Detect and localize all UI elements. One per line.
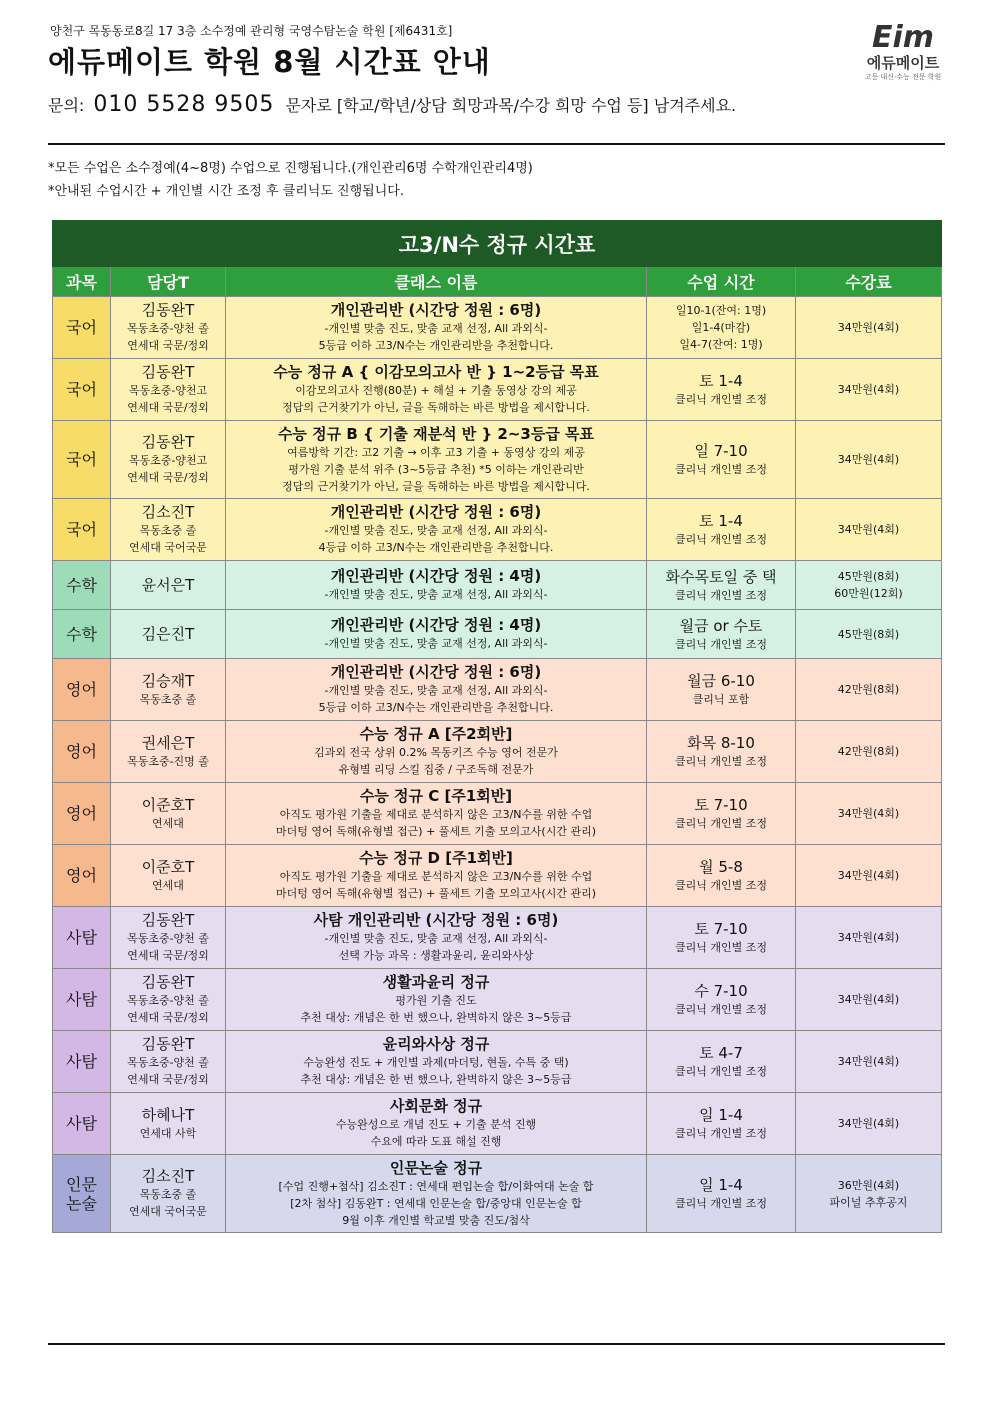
class-cell <box>226 969 647 1031</box>
class-description: 김과외 전국 상위 0.2% 목동키즈 수능 영어 전문가 <box>314 746 558 759</box>
subject-cell <box>53 1155 111 1233</box>
time-cell <box>647 721 796 783</box>
class-description: 수능완성 진도 + 개인별 과제(마더텅, 현돌, 수특 중 택) <box>303 1056 569 1069</box>
time-detail: 클리닉 개인별 조정 <box>674 588 767 602</box>
subject-cell <box>53 359 111 421</box>
fee-amount: 34만원(4회) <box>837 807 900 820</box>
contact-label: 문의: <box>48 96 85 115</box>
time-main: 토 4-7 <box>699 1044 743 1062</box>
fee-amount: 42만원(8회) <box>837 745 900 758</box>
fee-cell <box>796 1155 942 1233</box>
subject-cell <box>53 421 111 499</box>
class-title: 수능 정규 A { 이감모의고사 반 } 1~2등급 목표 <box>273 363 599 381</box>
class-description: 평가원 기출 분석 위주 (3~5등급 추천) *5 이하는 개인관리반 <box>288 462 584 476</box>
subject-cell <box>53 1031 111 1093</box>
teacher-credential: 목동초중-양천 졸 <box>127 932 209 945</box>
table-row <box>53 359 942 421</box>
fee-cell <box>796 907 942 969</box>
table-row <box>53 969 942 1031</box>
subject-label: 수학 <box>66 624 97 644</box>
subject-label: 영어 <box>66 742 97 761</box>
time-main: 화수목토일 중 택 <box>665 567 777 586</box>
class-cell <box>226 783 647 845</box>
fee-cell <box>796 359 942 421</box>
class-description: 마더텅 영어 독해(유형별 접근) + 풀세트 기출 모의고사(시간 관리) <box>275 887 596 900</box>
teacher-cell <box>111 1155 226 1233</box>
teacher-name: 김동완T <box>141 1035 195 1053</box>
logo-name: 에듀메이트 <box>866 54 940 72</box>
subject-label: 국어 <box>66 380 97 399</box>
subject-cell <box>53 907 111 969</box>
class-title: 개인관리반 (시간당 정원 : 4명) <box>330 616 542 634</box>
logo-mark: Eim <box>871 20 935 55</box>
teacher-credential: 연세대 사학 <box>139 1126 197 1140</box>
time-detail: 클리닉 개인별 조정 <box>674 463 767 476</box>
col-subject: 과목 <box>53 267 111 297</box>
fee-cell <box>796 721 942 783</box>
contact-phone: 010 5528 9505 <box>93 92 275 117</box>
class-description: 선택 가능 과목 : 생활과윤리, 윤리와사상 <box>338 949 534 962</box>
subject-cell <box>53 969 111 1031</box>
class-title: 사회문화 정규 <box>389 1097 483 1115</box>
fee-amount: 45만원(8회) <box>837 627 900 641</box>
teacher-name: 권세은T <box>141 733 195 752</box>
time-main: 수 7-10 <box>694 982 748 1000</box>
time-detail: 클리닉 개인별 조정 <box>674 1127 767 1140</box>
time-main: 토 7-10 <box>694 796 748 814</box>
table-row <box>53 721 942 783</box>
fee-amount: 34만원(4회) <box>837 869 900 882</box>
subject-cell <box>53 659 111 721</box>
time-cell <box>647 1093 796 1155</box>
teacher-cell <box>111 659 226 721</box>
fee-cell <box>796 845 942 907</box>
class-title: 개인관리반 (시간당 정원 : 6명) <box>330 301 542 319</box>
fee-amount: 60만원(12회) <box>834 587 903 600</box>
class-cell <box>226 1155 647 1233</box>
teacher-cell <box>111 561 226 610</box>
class-description: 정답의 근거찾기가 아닌, 글을 독해하는 바른 방법을 제시합니다. <box>282 401 590 414</box>
subject-label: 국어 <box>66 520 97 539</box>
teacher-credential: 연세대 국문/정외 <box>127 949 209 962</box>
class-title: 생활과윤리 정규 <box>382 973 490 991</box>
fee-amount: 34만원(4회) <box>837 931 900 944</box>
class-title: 사탐 개인관리반 (시간당 정원 : 6명) <box>313 911 559 929</box>
teacher-credential: 연세대 국어국문 <box>129 1205 207 1218</box>
time-detail: 클리닉 개인별 조정 <box>674 637 767 651</box>
time-main: 월금 or 수토 <box>679 616 763 635</box>
time-detail: 클리닉 개인별 조정 <box>674 1065 767 1078</box>
teacher-name: 김동완T <box>141 301 195 319</box>
time-cell <box>647 1031 796 1093</box>
fee-amount: 34만원(4회) <box>837 523 900 536</box>
fee-cell <box>796 561 942 610</box>
class-title: 개인관리반 (시간당 정원 : 6명) <box>330 663 542 681</box>
teacher-credential: 연세대 국문/정외 <box>127 339 209 352</box>
table-row <box>53 561 942 610</box>
teacher-name: 김소진T <box>141 503 195 521</box>
teacher-cell <box>111 610 226 659</box>
class-cell <box>226 561 647 610</box>
class-description: 여름방학 기간: 고2 기출 → 이후 고3 기출 + 동영상 강의 제공 <box>287 445 585 459</box>
subject-label: 사탐 <box>66 928 97 947</box>
teacher-cell <box>111 721 226 783</box>
subject-label: 영어 <box>66 680 97 699</box>
fee-cell <box>796 499 942 561</box>
table-row <box>53 421 942 499</box>
class-description: 아직도 평가원 기출을 제대로 분석하지 않은 고3/N수를 위한 수업 <box>279 870 593 883</box>
fee-amount: 34만원(4회) <box>837 453 900 466</box>
time-detail: 일10-1(잔여: 1명) <box>675 304 767 317</box>
col-teacher: 담당T <box>111 267 226 297</box>
fee-amount: 34만원(4회) <box>837 383 900 396</box>
class-description: -개인별 맞춤 진도, 맞춤 교재 선정, All 과외식- <box>324 684 548 697</box>
teacher-name: 김동완T <box>141 911 195 929</box>
fee-amount: 36만원(4회) <box>837 1178 900 1192</box>
class-title: 수능 정규 C [주1회반] <box>359 787 513 805</box>
teacher-credential: 목동초중-양천고 <box>128 384 208 397</box>
fee-amount: 파이널 추후공지 <box>829 1195 908 1209</box>
fee-amount: 34만원(4회) <box>837 1117 900 1130</box>
col-fee: 수강료 <box>796 267 942 297</box>
teacher-name: 김승재T <box>141 671 195 690</box>
fee-amount: 45만원(8회) <box>837 570 900 583</box>
time-detail: 일4-7(잔여: 1명) <box>679 338 763 351</box>
bottom-divider <box>48 1343 945 1345</box>
teacher-name: 김은진T <box>141 624 195 643</box>
class-cell <box>226 610 647 659</box>
fee-amount: 34만원(4회) <box>837 993 900 1006</box>
table-row <box>53 659 942 721</box>
class-description: 수능완성으로 개념 진도 + 기출 분석 진행 <box>335 1118 537 1131</box>
teacher-credential: 연세대 국문/정외 <box>127 1073 209 1086</box>
fee-cell <box>796 1093 942 1155</box>
teacher-cell <box>111 421 226 499</box>
subject-cell <box>53 297 111 359</box>
teacher-cell <box>111 783 226 845</box>
time-detail: 클리닉 개인별 조정 <box>674 393 767 406</box>
class-title: 수능 정규 A [주2회반] <box>359 725 513 743</box>
time-cell <box>647 561 796 610</box>
academy-logo <box>858 22 948 92</box>
class-description: [수업 진행+첨삭] 김소진T : 연세대 편입논술 합/이화여대 논술 합 <box>278 1179 594 1193</box>
table-row <box>53 845 942 907</box>
time-cell <box>647 783 796 845</box>
time-cell <box>647 499 796 561</box>
table-row <box>53 499 942 561</box>
top-divider <box>48 143 945 145</box>
time-detail: 클리닉 개인별 조정 <box>674 817 767 830</box>
academy-address: 양천구 목동동로8길 17 3층 소수정예 관리형 국영수탐논술 학원 [제6431호] <box>50 24 453 38</box>
subject-label: 영어 <box>66 804 97 823</box>
time-main: 토 1-4 <box>699 512 743 530</box>
class-title: 인문논술 정규 <box>389 1158 483 1177</box>
class-cell <box>226 721 647 783</box>
class-description: 평가원 기출 진도 <box>395 994 477 1007</box>
time-cell <box>647 610 796 659</box>
fee-amount: 34만원(4회) <box>837 321 900 334</box>
class-description: 9월 이후 개인별 학교별 맞춤 진도/첨삭 <box>342 1213 530 1227</box>
class-description: 수요에 따라 도표 해설 진행 <box>370 1135 502 1148</box>
teacher-credential: 연세대 국어국문 <box>129 541 207 554</box>
class-cell <box>226 845 647 907</box>
subject-label: 국어 <box>66 450 97 469</box>
teacher-credential: 연세대 <box>152 816 184 830</box>
teacher-name: 김동완T <box>141 433 195 451</box>
teacher-name: 하혜나T <box>141 1105 195 1124</box>
teacher-credential: 목동초중-양천 졸 <box>127 322 209 335</box>
subject-label: 국어 <box>66 318 97 337</box>
class-description: -개인별 맞춤 진도, 맞춤 교재 선정, All 과외식- <box>324 588 548 601</box>
teacher-cell <box>111 359 226 421</box>
table-row <box>53 1031 942 1093</box>
fee-amount: 42만원(8회) <box>837 683 900 696</box>
class-description: -개인별 맞춤 진도, 맞춤 교재 선정, All 과외식- <box>324 932 548 945</box>
class-cell <box>226 421 647 499</box>
fee-cell <box>796 1031 942 1093</box>
subject-cell <box>53 561 111 610</box>
teacher-credential: 목동초중 졸 <box>139 1188 197 1201</box>
col-class-name: 클래스 이름 <box>226 267 647 297</box>
teacher-credential: 목동초중-양천 졸 <box>127 994 209 1007</box>
subject-cell <box>53 1093 111 1155</box>
subject-cell <box>53 721 111 783</box>
class-cell <box>226 1031 647 1093</box>
fee-cell <box>796 610 942 659</box>
subject-label: 사탐 <box>66 990 97 1009</box>
fee-cell <box>796 421 942 499</box>
class-description: 4등급 이하 고3/N수는 개인관리반을 추천합니다. <box>318 541 554 554</box>
timetable-caption: 고3/N수 정규 시간표 <box>53 221 942 267</box>
time-main: 월금 6-10 <box>687 672 755 690</box>
time-detail: 클리닉 개인별 조정 <box>674 533 767 546</box>
time-cell <box>647 421 796 499</box>
class-description: 추천 대상: 개념은 한 번 했으나, 완벽하지 않은 3~5등급 <box>300 1011 572 1024</box>
table-row <box>53 907 942 969</box>
teacher-name: 김동완T <box>141 363 195 381</box>
teacher-credential: 목동초중 졸 <box>139 692 197 706</box>
subject-label: 인문 논술 <box>66 1174 97 1213</box>
class-cell <box>226 359 647 421</box>
teacher-credential: 연세대 국문/정외 <box>127 1011 209 1024</box>
teacher-credential: 목동초중-양천 졸 <box>127 1056 209 1069</box>
class-title: 개인관리반 (시간당 정원 : 6명) <box>330 503 542 521</box>
teacher-cell <box>111 969 226 1031</box>
teacher-name: 이준호T <box>141 857 195 876</box>
class-description: -개인별 맞춤 진도, 맞춤 교재 선정, All 과외식- <box>324 524 548 537</box>
teacher-cell <box>111 297 226 359</box>
teacher-cell <box>111 1093 226 1155</box>
class-title: 윤리와사상 정규 <box>382 1035 490 1053</box>
subject-cell <box>53 845 111 907</box>
subject-cell <box>53 610 111 659</box>
subject-label: 사탐 <box>66 1114 97 1133</box>
subject-cell <box>53 499 111 561</box>
time-detail: 클리닉 개인별 조정 <box>674 1003 767 1016</box>
note-small-class: *모든 수업은 소수정예(4~8명) 수업으로 진행됩니다.(개인관리6명 수학개인관리4명) <box>48 161 533 176</box>
class-cell <box>226 1093 647 1155</box>
teacher-name: 김소진T <box>141 1167 195 1185</box>
time-cell <box>647 359 796 421</box>
time-detail: 일1-4(마감) <box>691 321 751 334</box>
class-description: -개인별 맞춤 진도, 맞춤 교재 선정, All 과외식- <box>324 637 548 650</box>
contact-line <box>48 92 736 117</box>
table-row <box>53 610 942 659</box>
timetable-body <box>53 297 942 1233</box>
note-clinic: *안내된 수업시간 + 개인별 시간 조정 후 클리닉도 진행됩니다. <box>48 184 404 199</box>
subject-label: 영어 <box>66 866 97 885</box>
teacher-credential: 연세대 <box>152 878 184 892</box>
teacher-name: 김동완T <box>141 973 195 991</box>
class-description: 정답의 근거찾기가 아닌, 글을 독해하는 바른 방법을 제시합니다. <box>282 479 590 493</box>
timetable-header <box>53 267 942 297</box>
time-cell <box>647 659 796 721</box>
teacher-cell <box>111 907 226 969</box>
teacher-credential: 연세대 국문/정외 <box>127 401 209 414</box>
teacher-name: 이준호T <box>141 795 195 814</box>
teacher-name: 윤서은T <box>141 575 195 594</box>
time-main: 토 7-10 <box>694 920 748 938</box>
table-row <box>53 1155 942 1233</box>
time-main: 일 1-4 <box>699 1106 743 1124</box>
class-cell <box>226 907 647 969</box>
teacher-cell <box>111 499 226 561</box>
class-description: 5등급 이하 고3/N수는 개인관리반을 추천합니다. <box>318 701 554 714</box>
class-title: 수능 정규 D [주1회반] <box>359 849 513 867</box>
table-row <box>53 783 942 845</box>
class-title: 개인관리반 (시간당 정원 : 4명) <box>330 567 542 585</box>
class-cell <box>226 659 647 721</box>
class-description: 마더텅 영어 독해(유형별 접근) + 풀세트 기출 모의고사(시간 관리) <box>275 825 596 838</box>
table-row <box>53 297 942 359</box>
time-cell <box>647 297 796 359</box>
class-description: 5등급 이하 고3/N수는 개인관리반을 추천합니다. <box>318 339 554 352</box>
time-cell <box>647 969 796 1031</box>
time-detail: 클리닉 개인별 조정 <box>674 879 767 892</box>
fee-cell <box>796 783 942 845</box>
time-main: 일 1-4 <box>699 1176 743 1194</box>
time-detail: 클리닉 개인별 조정 <box>674 755 767 768</box>
logo-subtitle: 고등 내신·수능 전문 학원 <box>864 73 942 81</box>
time-main: 화목 8-10 <box>687 734 755 752</box>
contact-instructions: 문자로 [학교/학년/상담 희망과목/수강 희망 수업 등] 남겨주세요. <box>285 96 737 115</box>
teacher-credential: 목동초중-양천고 <box>128 454 208 467</box>
subject-cell <box>53 783 111 845</box>
class-description: -개인별 맞춤 진도, 맞춤 교재 선정, All 과외식- <box>324 322 548 335</box>
teacher-cell <box>111 1031 226 1093</box>
teacher-credential: 목동초중 졸 <box>139 524 197 537</box>
time-detail: 클리닉 포함 <box>692 693 750 706</box>
fee-cell <box>796 969 942 1031</box>
class-title: 수능 정규 B { 기출 재분석 반 } 2~3등급 목표 <box>277 424 595 443</box>
subject-label: 수학 <box>66 575 97 595</box>
class-description: 이감모의고사 진행(80분) + 해설 + 기출 동영상 강의 제공 <box>295 384 577 397</box>
subject-label: 사탐 <box>66 1052 97 1071</box>
class-description: 유형별 리딩 스킬 집중 / 구조독해 전문가 <box>338 763 534 776</box>
class-cell <box>226 499 647 561</box>
time-cell <box>647 1155 796 1233</box>
fee-cell <box>796 659 942 721</box>
time-detail: 클리닉 개인별 조정 <box>674 1197 767 1210</box>
time-detail: 클리닉 개인별 조정 <box>674 941 767 954</box>
timetable <box>52 220 942 1233</box>
time-main: 월 5-8 <box>699 858 743 876</box>
time-main: 토 1-4 <box>699 372 743 390</box>
teacher-credential: 연세대 국문/정외 <box>127 471 209 484</box>
class-description: 추천 대상: 개념은 한 번 했으나, 완벽하지 않은 3~5등급 <box>300 1073 572 1086</box>
class-description: [2차 첨삭] 김동완T : 연세대 인문논술 합/중앙대 인문논술 합 <box>290 1196 582 1210</box>
teacher-credential: 목동초중-진명 졸 <box>127 754 209 768</box>
page-title: 에듀메이트 학원 8월 시간표 안내 <box>48 45 491 79</box>
time-cell <box>647 845 796 907</box>
table-row <box>53 1093 942 1155</box>
class-description: 아직도 평가원 기출을 제대로 분석하지 않은 고3/N수를 위한 수업 <box>279 808 593 821</box>
col-class-time: 수업 시간 <box>647 267 796 297</box>
teacher-cell <box>111 845 226 907</box>
fee-amount: 34만원(4회) <box>837 1055 900 1068</box>
time-main: 일 7-10 <box>694 442 748 460</box>
class-cell <box>226 297 647 359</box>
time-cell <box>647 907 796 969</box>
fee-cell <box>796 297 942 359</box>
